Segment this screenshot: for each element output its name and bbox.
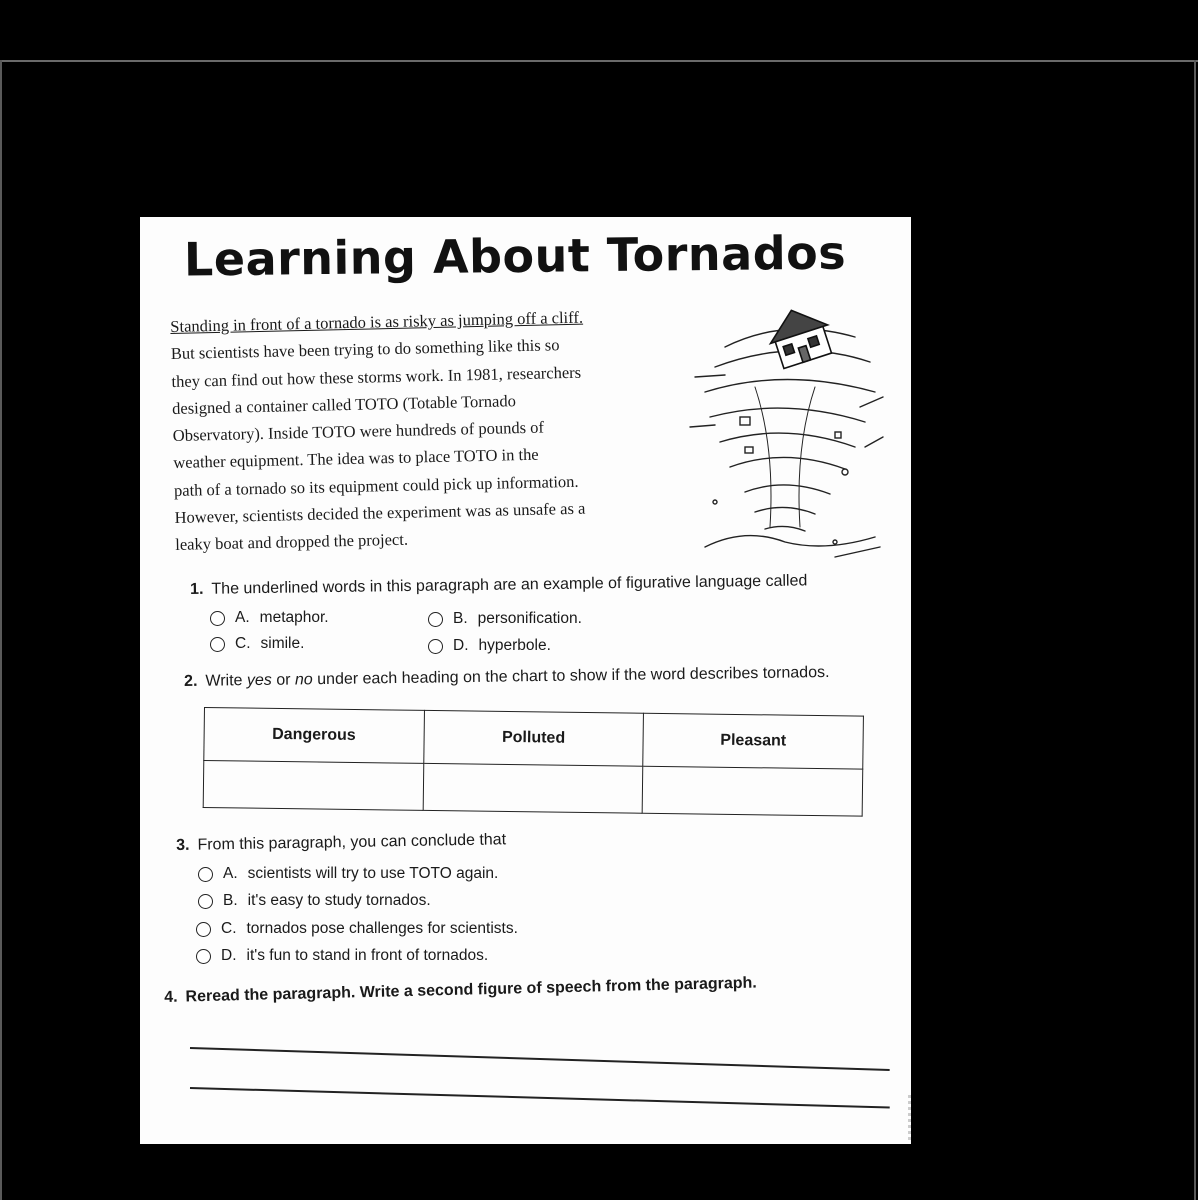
chart-header-row [204,708,864,770]
chart-header-dangerous: Dangerous [204,708,424,764]
option-text: scientists will try to use TOTO again. [247,865,499,882]
passage-line: path of a tornado so its equipment could pick up information. [173,471,579,500]
chart-header-pleasant: Pleasant [643,713,863,769]
question-text-no: no [294,671,313,689]
tornado-with-house-icon [685,297,885,567]
option-letter: A. [235,609,250,626]
answer-line[interactable] [190,1087,890,1108]
radio-button[interactable] [196,922,211,937]
question-4 [164,975,757,1007]
q1-option-d[interactable] [428,637,551,655]
option-text: tornados pose challenges for scientists. [246,920,518,937]
question-number: 4. [164,988,178,1006]
radio-button[interactable] [196,949,211,964]
question-text-part: under each heading on the chart to show if the word describes tornados. [312,663,830,689]
question-text: From this paragraph, you can conclude that [197,831,507,854]
q1-option-a[interactable] [210,609,329,627]
option-letter: C. [221,920,237,937]
question-text-yes: yes [246,671,272,690]
chart-header-polluted: Polluted [423,710,643,766]
radio-button[interactable] [428,612,443,627]
passage-underlined-sentence: Standing in front of a tornado is as risky as jumping off a cliff. [170,307,584,336]
question-number: 1. [190,580,204,598]
radio-button[interactable] [428,639,443,654]
option-letter: C. [235,635,251,652]
worksheet-page [140,217,911,1144]
question-text-part: Write [205,672,248,690]
option-text: it's easy to study tornados. [247,892,431,909]
chart-answer-row [203,761,863,817]
answer-line[interactable] [190,1047,890,1070]
option-letter: B. [223,892,238,909]
q3-option-b[interactable] [198,892,431,910]
chart-answer-cell-dangerous[interactable] [203,761,423,811]
chart-answer-cell-pleasant[interactable] [642,766,862,816]
q3-option-c[interactable] [196,920,518,938]
q3-option-a[interactable] [198,865,498,883]
option-letter: A. [223,865,238,882]
top-black-bar [0,0,1198,62]
scroll-indicator [908,1095,911,1140]
question-text: Reread the paragraph. Write a second figure of speech from the paragraph. [185,974,757,1006]
question-2 [184,664,830,691]
radio-button[interactable] [198,894,213,909]
passage-line: But scientists have been trying to do something like this so [170,335,560,364]
q3-option-d[interactable] [196,947,488,965]
question-text-part: or [271,671,296,689]
option-text: personification. [477,610,582,627]
q1-option-b[interactable] [428,610,582,628]
option-text: it's fun to stand in front of tornados. [246,947,489,964]
page-title: Learning About Tornados [183,225,847,287]
q1-option-c[interactable] [210,635,304,653]
option-letter: D. [453,637,469,654]
chart-answer-cell-polluted[interactable] [423,763,643,813]
option-letter: D. [221,947,237,964]
question-number: 3. [176,836,190,854]
passage [170,302,675,559]
option-text: simile. [260,635,305,652]
radio-button[interactable] [210,611,225,626]
frame-edge-left [0,60,2,1200]
passage-line: they can find out how these storms work. In 1981, researchers [171,362,582,391]
passage-line: leaky boat and dropped the project. [175,530,409,555]
passage-line: However, scientists decided the experiment was as unsafe as a [174,498,586,528]
question-3 [176,831,506,855]
question-text: The underlined words in this paragraph are an example of figurative language called [211,572,808,598]
question-1 [190,572,807,599]
option-letter: B. [453,610,468,627]
answer-chart [203,707,864,817]
passage-line: Observatory). Inside TOTO were hundreds of pounds of [172,417,545,446]
option-text: hyperbole. [478,637,551,654]
frame-edge-right [1194,60,1196,1200]
passage-line: weather equipment. The idea was to place TOTO in the [173,445,539,473]
radio-button[interactable] [198,867,213,882]
option-text: metaphor. [259,609,329,626]
radio-button[interactable] [210,637,225,652]
question-number: 2. [184,672,198,690]
passage-line: designed a container called TOTO (Totable Tornado [171,391,517,418]
